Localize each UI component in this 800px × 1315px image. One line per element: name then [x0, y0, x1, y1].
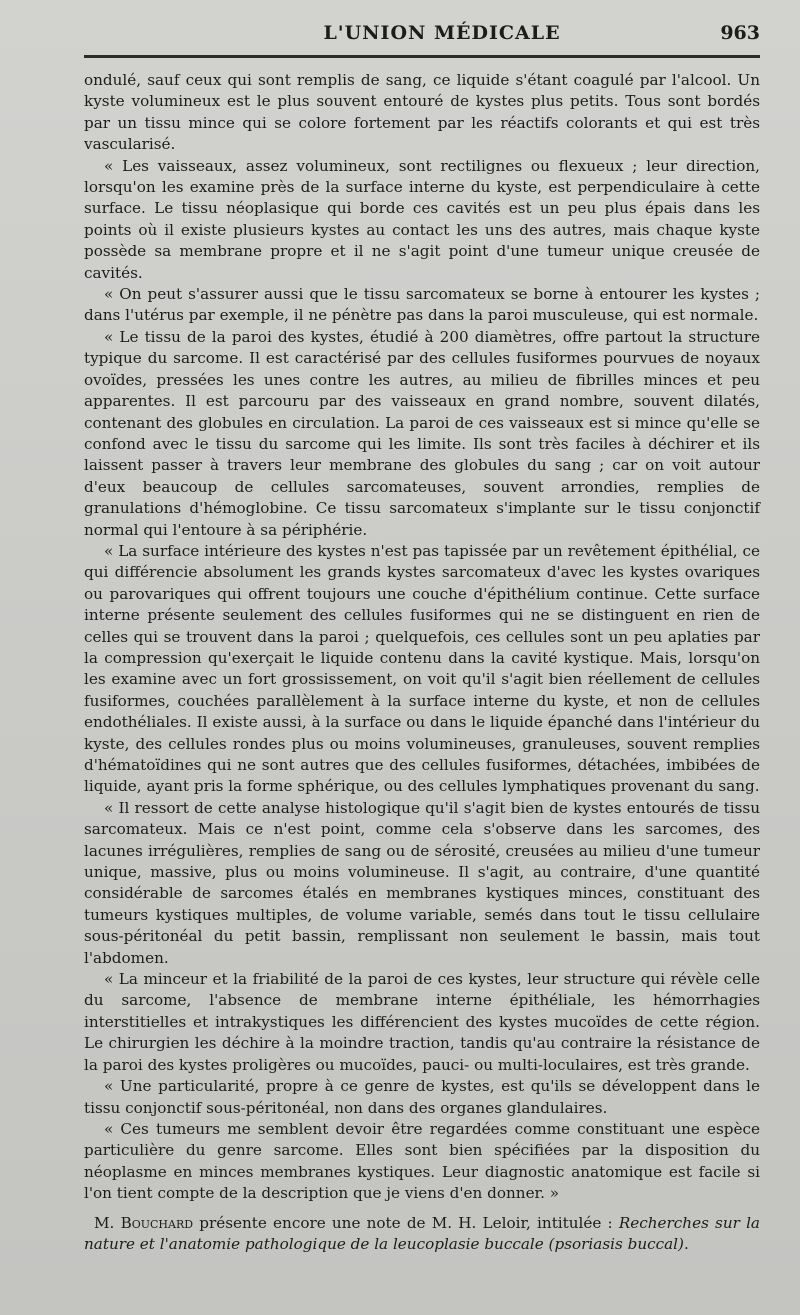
page-number: 963: [720, 22, 760, 44]
note-title: Recherches sur la nature et l'anatomie pathologique de la leucoplasie buccale (psoriasis buccal): [84, 1213, 760, 1253]
paragraph-9: « Ces tumeurs me semblent devoir être regardées comme constituant une espèce particulière du genre sarcome. Elles sont bien spécifiées par la disposition du néoplasme en minces membranes kystiques. Leur diagnostic anatomique est facile si l'on tient compte de la description que je viens d'en donner. »: [84, 1119, 760, 1203]
paragraph-7: « La minceur et la friabilité de la paroi de ces kystes, leur structure qui révèle celle du sarcome, l'absence de membrane interne épithéliale, les hémorrhagies interstitielles et intrakystiques les différencient des kystes mucoïdes de cette région. Le chirurgien les déchire à la moindre traction, tandis qu'au contraire la résistance de la paroi des kystes proligères ou mucoïdes, pauci- ou multi-loculaires, est très grande.: [84, 970, 760, 1074]
closing-note: [84, 1213, 760, 1256]
paragraph-5: « La surface intérieure des kystes n'est pas tapissée par un revêtement épithélial, ce qui différencie absolument les grands kystes sarcomateux d'avec les kystes ovariques ou parovariques qui offrent toujours une couche d'épithélium continue. Cette surface interne présente seulement des cellules fusiformes qui ne se distinguent en rien de celles qui se trouvent dans la paroi ; quelquefois, ces cellules sont un peu aplaties par la compression qu'exerçait le liquide contenu dans la cavité kystique. Mais, lorsqu'on les examine avec un fort grossissement, on voit qu'il s'agit bien réellement de cellules fusiformes, couchées parallèlement à la surface interne du kyste, et non de cellules endothéliales. Il existe aussi, à la surface ou dans le liquide épanché dans l'intérieur du kyste, des cellules rondes plus ou moins volumineuses, granuleuses, souvent remplies d'hématoïdines qui ne sont autres que des cellules fusiformes, détachées, imbibées de liquide, ayant pris la forme sphérique, ou des cellules lymphatiques provenant du sang.: [84, 541, 760, 796]
article-body: [84, 70, 760, 1255]
note-middle: présente encore une note de M. H. Leloir, intitulée :: [193, 1213, 619, 1232]
paragraph-2: « Les vaisseaux, assez volumineux, sont rectilignes ou flexueux ; leur direction, lorsqu'on les examine près de la surface interne du kyste, est perpendiculaire à cette surface. Le tissu néoplasique qui borde ces cavités est un peu plus épais dans les points où il existe plusieurs kystes au contact les uns des autres, mais chaque kyste possède sa membrane propre et il ne s'agit point d'une tumeur unique creusée de cavités.: [84, 156, 760, 282]
speaker-name: Bouchard: [120, 1213, 194, 1232]
paragraph-6: « Il ressort de cette analyse histologique qu'il s'agit bien de kystes entourés de tissu sarcomateux. Mais ce n'est point, comme cela s'observe dans les sarcomes, des lacunes irrégulières, remplies de sang ou de sérosité, creusées au milieu d'une tumeur unique, massive, plus ou moins volumineuse. Il s'agit, au contraire, d'une quantité considérable de sarcomes étalés en membranes kystiques minces, constituant des tumeurs kystiques multiples, de volume variable, semés dans tout le tissu cellulaire sous-péritonéal du petit bassin, remplissant non seulement le bassin, mais tout l'abdomen.: [84, 798, 760, 967]
page-header: [84, 22, 760, 50]
paragraph-8: « Une particularité, propre à ce genre de kystes, est qu'ils se développent dans le tissu conjonctif sous-péritonéal, non dans des organes glandulaires.: [84, 1077, 760, 1117]
note-prefix: M.: [94, 1213, 121, 1232]
note-suffix: .: [683, 1234, 689, 1253]
paragraph-4: « Le tissu de la paroi des kystes, étudié à 200 diamètres, offre partout la structure typique du sarcome. Il est caractérisé par des cellules fusiformes pourvues de noyaux ovoïdes, pressées les unes contre les autres, au milieu de fibrilles minces et peu apparentes. Il est parcouru par des vaisseaux en grand nombre, souvent dilatés, contenant des globules en circulation. La paroi de ces vaisseaux est si mince qu'elle se confond avec le tissu du sarcome qui les limite. Ils sont très faciles à déchirer et ils laissent passer à travers leur membrane des globules du sang ; car on voit autour d'eux beaucoup de cellules sarcomateuses, souvent arrondies, remplies de granulations d'hémoglobine. Ce tissu sarcomateux s'implante sur le tissu conjonctif normal qui l'entoure à sa périphérie.: [84, 327, 760, 539]
paragraph-1: ondulé, sauf ceux qui sont remplis de sang, ce liquide s'étant coagulé par l'alcool. Un kyste volumineux est le plus souvent entouré de kystes plus petits. Tous sont bordés par un tissu mince qui se colore fortement par les réactifs colorants et qui est très vascularisé.: [84, 71, 760, 154]
journal-title: L'UNION MÉDICALE: [323, 22, 561, 44]
paragraph-3: « On peut s'assurer aussi que le tissu sarcomateux se borne à entourer les kystes ; dans l'utérus par exemple, il ne pénètre pas dans la paroi musculeuse, qui est normale.: [84, 285, 760, 325]
header-rule: [84, 55, 760, 58]
